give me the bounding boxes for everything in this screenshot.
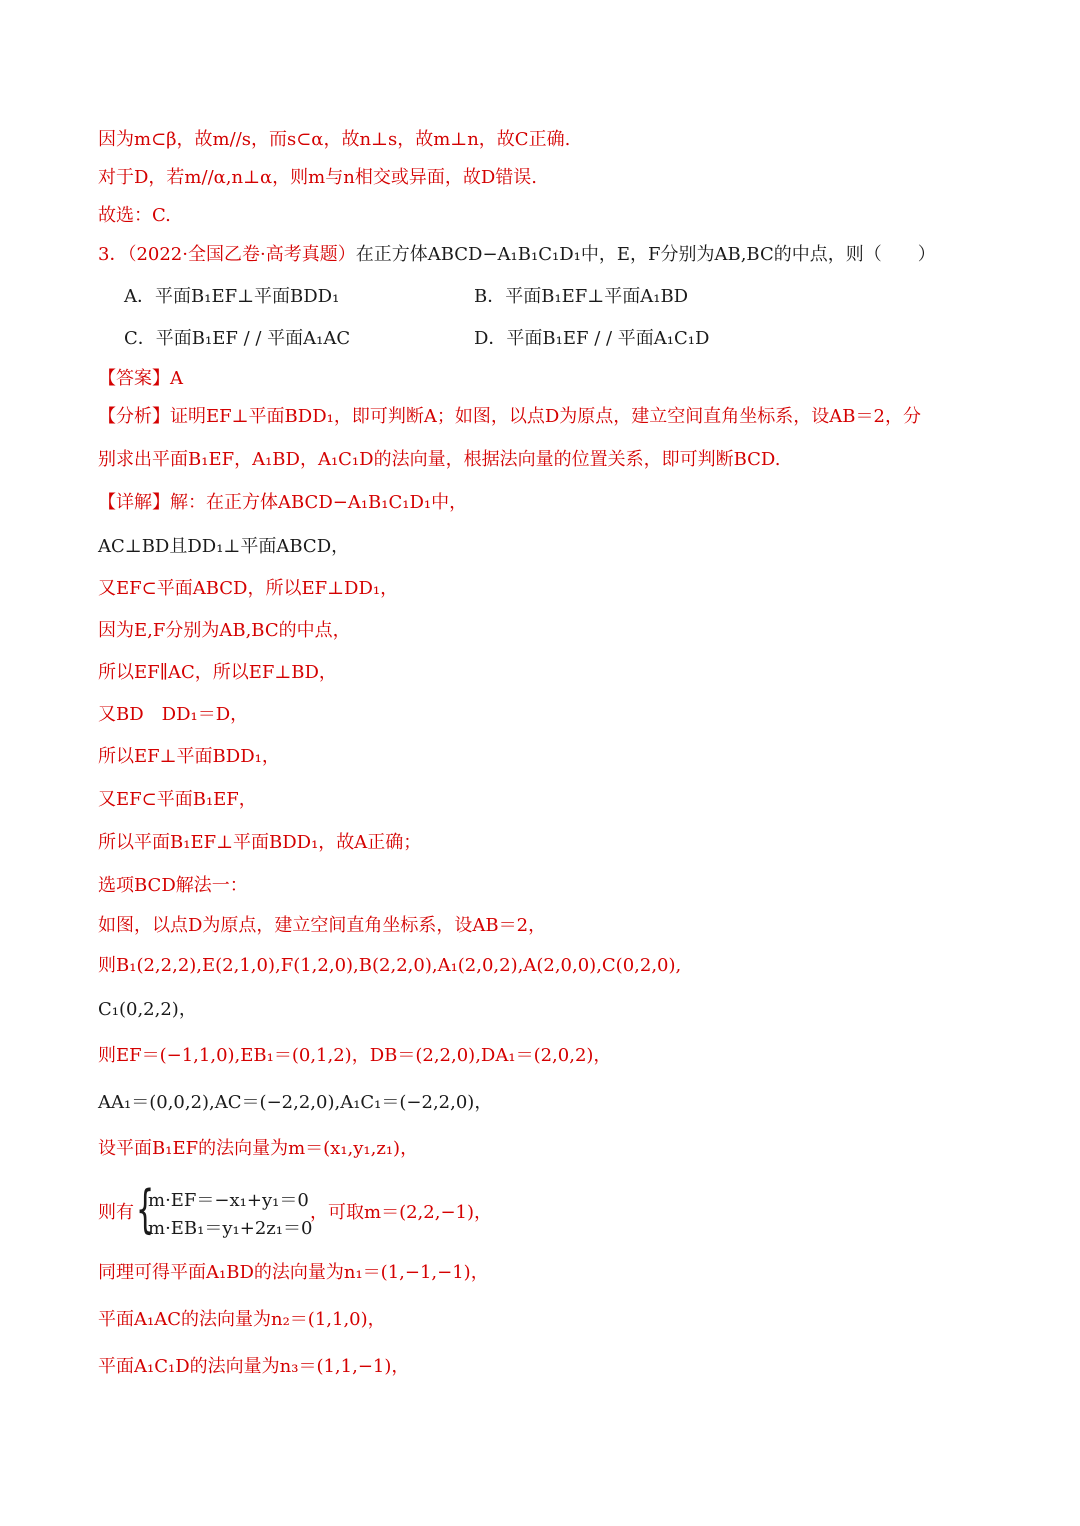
detail-heading: 【详解】解：在正方体ABCD−A₁B₁C₁D₁中， bbox=[98, 492, 468, 513]
solution-line: C₁(0,2,2)， bbox=[98, 999, 197, 1020]
text-line: 因为m⊂β，故m//s，而s⊂α，故n⊥s，故m⊥n，故C正确. bbox=[98, 129, 571, 150]
solution-line: 如图，以点D为原点，建立空间直角坐标系，设AB＝2， bbox=[98, 915, 547, 936]
solution-line: 所以EF⊥平面BDD₁， bbox=[98, 746, 280, 767]
brace-icon: { bbox=[136, 1180, 155, 1240]
analysis-line: 【分析】证明EF⊥平面BDD₁，即可判断A；如图，以点D为原点，建立空间直角坐标系，设AB＝2，分 bbox=[98, 406, 921, 427]
solution-line: AA₁＝(0,0,2),AC＝(−2,2,0),A₁C₁＝(−2,2,0)， bbox=[98, 1092, 493, 1113]
solution-line: 又BD DD₁＝D， bbox=[98, 704, 249, 725]
system-equation-1: m·EF＝−x₁+y₁＝0 bbox=[148, 1190, 309, 1211]
solution-line: 平面A₁AC的法向量为n₂＝(1,1,0)， bbox=[98, 1309, 386, 1330]
system-lead: 则有 bbox=[98, 1202, 134, 1223]
solution-line: 平面A₁C₁D的法向量为n₃＝(1,1,−1)， bbox=[98, 1356, 410, 1377]
answer-line: 【答案】A bbox=[98, 368, 183, 389]
option-d: D．平面B₁EF / / 平面A₁C₁D bbox=[474, 328, 710, 349]
text-line: 对于D，若m//α,n⊥α，则m与n相交或异面，故D错误. bbox=[98, 167, 537, 188]
solution-line: 所以平面B₁EF⊥平面BDD₁，故A正确； bbox=[98, 832, 422, 853]
solution-line: 则EF＝(−1,1,0),EB₁＝(0,1,2)，DB＝(2,2,0),DA₁＝(2,0,2)， bbox=[98, 1045, 612, 1066]
system-equation-2: m·EB₁＝y₁+2z₁＝0 bbox=[148, 1218, 313, 1239]
system-result: ，可取m＝(2,2,−1)， bbox=[310, 1202, 492, 1223]
question-source: 3．（2022·全国乙卷·高考真题） bbox=[98, 244, 356, 265]
analysis-line: 别求出平面B₁EF，A₁BD，A₁C₁D的法向量，根据法向量的位置关系，即可判断BCD. bbox=[98, 449, 781, 470]
equation-system bbox=[98, 1180, 658, 1240]
text-line: 故选：C. bbox=[98, 205, 171, 226]
option-b: B．平面B₁EF⊥平面A₁BD bbox=[474, 286, 689, 307]
question-stem: 在正方体ABCD−A₁B₁C₁D₁中，E，F分别为AB,BC的中点，则（ ） bbox=[355, 244, 936, 265]
solution-line: 又EF⊂平面B₁EF， bbox=[98, 789, 257, 810]
solution-line: 因为E,F分别为AB,BC的中点， bbox=[98, 620, 351, 641]
option-c: C．平面B₁EF / / 平面A₁AC bbox=[124, 328, 351, 349]
solution-line: 设平面B₁EF的法向量为m＝(x₁,y₁,z₁)， bbox=[98, 1138, 419, 1159]
question-header bbox=[98, 243, 936, 267]
solution-line: AC⊥BD且DD₁⊥平面ABCD， bbox=[98, 536, 350, 557]
solution-line: 又EF⊂平面ABCD，所以EF⊥DD₁， bbox=[98, 578, 399, 599]
solution-line: 所以EF∥AC，所以EF⊥BD， bbox=[98, 662, 337, 683]
solution-line: 选项BCD解法一： bbox=[98, 875, 248, 896]
solution-line: 则B₁(2,2,2),E(2,1,0),F(1,2,0),B(2,2,0),A₁(2,0,2),A(2,0,0),C(0,2,0), bbox=[98, 955, 682, 976]
solution-line: 同理可得平面A₁BD的法向量为n₁＝(1,−1,−1)， bbox=[98, 1262, 489, 1283]
option-a: A．平面B₁EF⊥平面BDD₁ bbox=[124, 286, 340, 307]
